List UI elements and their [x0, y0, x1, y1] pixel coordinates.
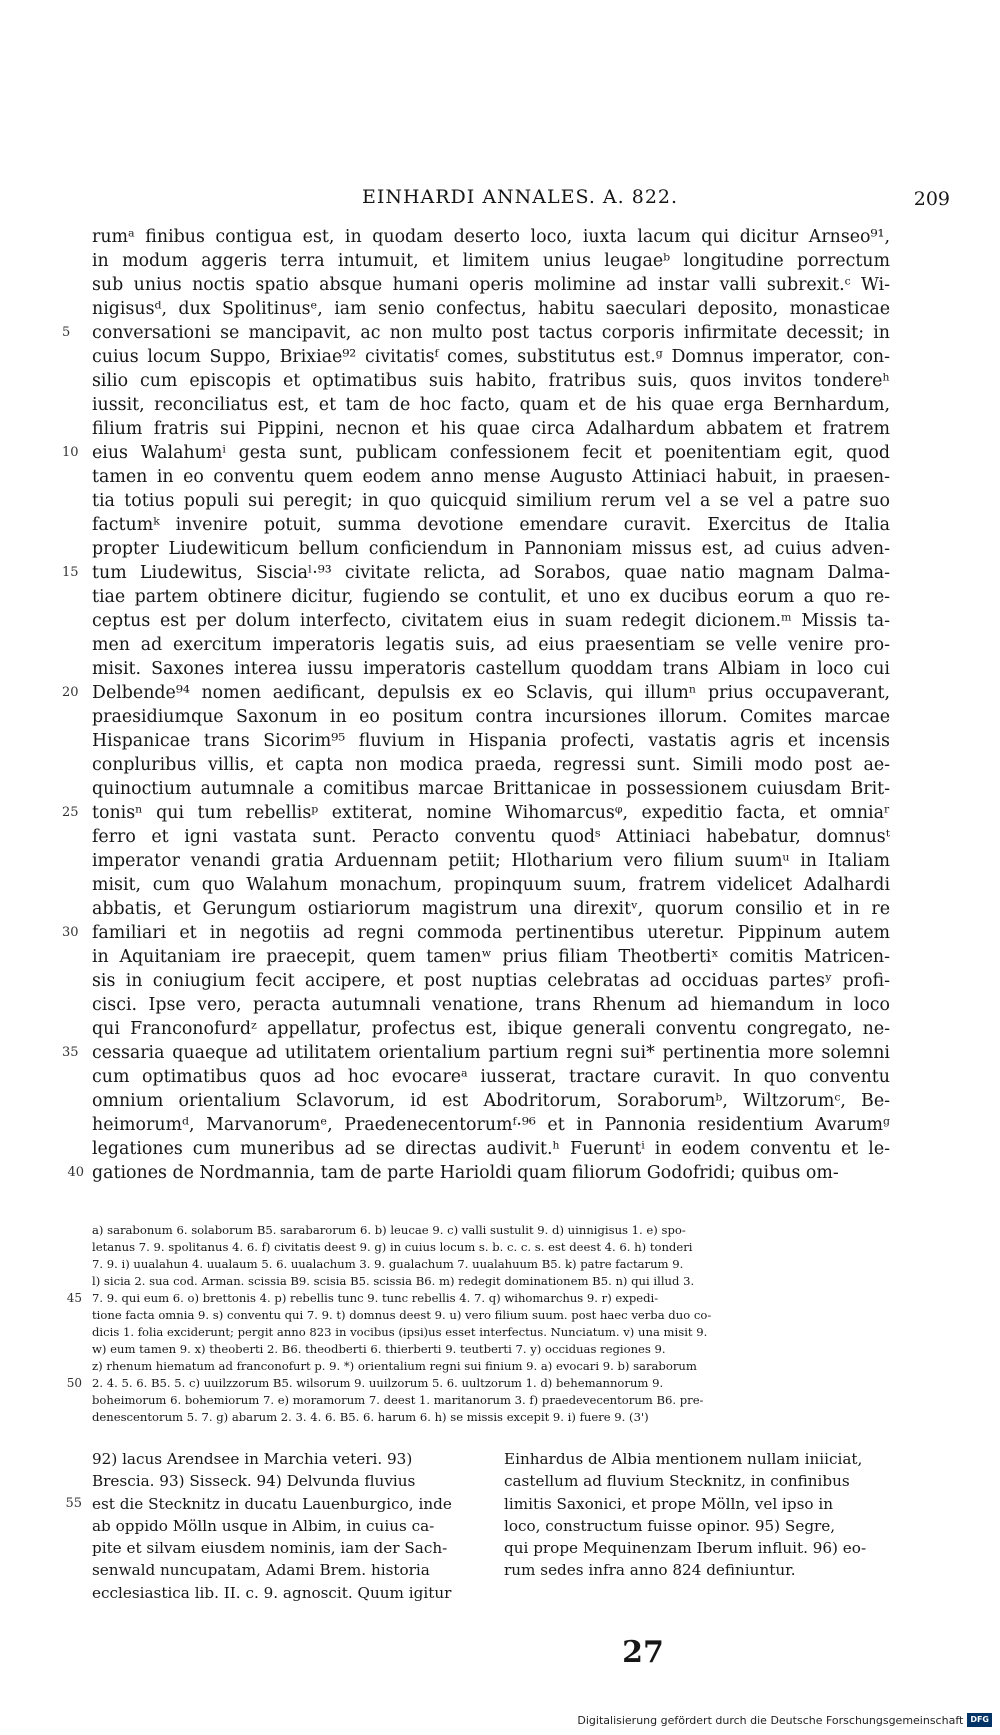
line-text: z) rhenum hiematum ad franconofurt p. 9. *) orientalium regni sui finium 9. a) evocari 9. b) saraborum [92, 1359, 697, 1373]
text-line [62, 441, 890, 465]
text-line [92, 969, 890, 993]
line-number: 50 [66, 1376, 82, 1390]
text-line [62, 321, 890, 345]
text-line [92, 1137, 890, 1161]
text-line [92, 777, 890, 801]
text-line [92, 873, 890, 897]
text-line [92, 897, 890, 921]
text-line [504, 1537, 890, 1559]
line-text: loco, constructum fuisse opinor. 95) Segre, [504, 1516, 836, 1535]
line-text: imperator venandi gratia Arduennam petiit; Hlotharium vero filium suumᵘ in Italiam [92, 851, 890, 871]
line-text: conpluribus villis, et capta non modica praeda, regressi sunt. Simili modo post ae- [92, 755, 890, 775]
line-text: Einhardus de Albia mentionem nullam iniiciat, [504, 1450, 863, 1468]
line-text: tiae partem obtinere dicitur, fugiendo se contulit, et uno ex ducibus eorum a quo re- [92, 587, 890, 607]
line-text: familiari et in negotiis ad regni commoda pertinentibus uteretur. Pippinum autem [92, 923, 890, 943]
line-text: Brescia. 93) Sisseck. 94) Delvunda fluvius [92, 1472, 416, 1491]
line-number: 40 [67, 1165, 84, 1180]
commentary-right-column [504, 1448, 890, 1582]
text-line [92, 537, 890, 561]
text-line [92, 225, 890, 249]
text-line [92, 513, 890, 537]
text-line [92, 609, 890, 633]
line-text: rum sedes infra anno 824 definiuntur. [504, 1561, 796, 1580]
text-line [92, 417, 890, 441]
line-text: rumᵃ finibus contigua est, in quodam deserto loco, iuxta lacum qui dicitur Arnseo⁹¹, [92, 227, 890, 247]
line-number: 15 [62, 565, 79, 580]
line-text: omnium orientalium Sclavorum, id est Abodritorum, Soraborumᵇ, Wiltzorumᶜ, Be- [92, 1091, 890, 1111]
text-line [65, 1493, 482, 1515]
text-line [92, 1341, 890, 1358]
text-line [62, 561, 890, 585]
text-line [92, 1515, 482, 1537]
text-line [92, 1470, 482, 1492]
line-text: boheimorum 6. bohemiorum 7. e) moramorum 7. deest 1. maritanorum 3. f) praedevecentorum B6. pre- [92, 1393, 704, 1407]
line-number: 25 [62, 805, 79, 820]
line-text: 7. 9. qui eum 6. o) brettonis 4. p) rebellis tunc 9. tunc rebellis 4. 7. q) wihomarchus 9. r) expedi- [92, 1291, 659, 1305]
line-text: sub unius noctis spatio absque humani operis molimine ad instar valli subrexit.ᶜ Wi- [92, 275, 890, 295]
text-line [66, 1290, 890, 1307]
text-line [92, 1324, 890, 1341]
text-line [504, 1470, 890, 1492]
line-text: cuius locum Suppo, Brixiae⁹² civitatisᶠ comes, substitutus est.ᵍ Domnus imperator, con- [92, 347, 890, 367]
text-line [504, 1448, 890, 1470]
text-line [92, 1065, 890, 1089]
text-line [92, 1256, 890, 1273]
line-text: tione facta omnia 9. s) conventu qui 7. 9. t) domnus deest 9. u) vero filium suum. post haec verba duo co- [92, 1308, 712, 1322]
line-text: gationes de Nordmannia, tam de parte Harioldi quam filiorum Godofridi; quibus om- [92, 1163, 839, 1183]
line-text: w) eum tamen 9. x) theoberti 2. B6. theodberti 6. thierberti 9. teutberti 7. y) occiduas regiones 9. [92, 1342, 666, 1356]
line-text: praesidiumque Saxonum in eo positum contra incursiones illorum. Comites marcae [92, 707, 890, 727]
line-text: sis in coniugium fecit accipere, et post nuptias celebratas ad occiduas partesʸ profi- [92, 971, 890, 991]
line-text: l) sicia 2. sua cod. Arman. scissia B9. scisia B5. scissia B6. m) redegit dominationem B5. n) qui illud 3. [92, 1274, 695, 1288]
line-text: factumᵏ invenire potuit, summa devotione emendare curavit. Exercitus de Italia [92, 515, 890, 535]
text-line [504, 1515, 890, 1537]
line-text: filium fratris sui Pippini, necnon et his quae circa Adalhardum abbatem et fratrem [92, 419, 890, 439]
line-text: legationes cum muneribus ad se directas audivit.ʰ Fueruntⁱ in eodem conventu et le- [92, 1139, 890, 1159]
line-text: dicis 1. folia exciderunt; pergit anno 823 in vocibus (ipsi)us esset interfectus. Nunciatum. v) una misit 9. [92, 1325, 708, 1339]
text-line [92, 1017, 890, 1041]
line-text: senwald nuncupatam, Adami Brem. historia [92, 1561, 430, 1580]
text-line [92, 1582, 482, 1604]
line-text: propter Liudewiticum bellum conficiendum in Pannoniam missus est, ad cuius adven- [92, 539, 890, 559]
digitization-footer [577, 1713, 992, 1727]
text-line [62, 801, 890, 825]
line-text: tonisⁿ qui tum rebellisᵖ extiterat, nomine Wihomarcusᵠ, expeditio facta, et omniaʳ [92, 803, 890, 823]
line-number: 55 [65, 1495, 82, 1511]
line-text: a) sarabonum 6. solaborum B5. sarabarorum 6. b) leucae 9. c) valli sustulit 9. d) uinnigisus 1. e) spo- [92, 1223, 686, 1237]
text-line [504, 1493, 890, 1515]
line-text: men ad exercitum imperatoris legatis suis, ad eius praesentiam se velle venire pro- [92, 635, 890, 655]
text-line [92, 705, 890, 729]
text-line [92, 1089, 890, 1113]
text-line [92, 249, 890, 273]
signature-mark: 27 [622, 1635, 664, 1670]
line-text: pite et silvam eiusdem nominis, iam der Sach- [92, 1539, 448, 1558]
text-line [92, 585, 890, 609]
line-number: 45 [66, 1291, 82, 1305]
text-line [92, 825, 890, 849]
text-line [66, 1375, 890, 1392]
text-line [92, 297, 890, 321]
line-text: tum Liudewitus, Sisciaˡ·⁹³ civitate relicta, ad Sorabos, quae natio magnam Dalma- [92, 563, 890, 583]
dfg-logo: DFG [967, 1713, 992, 1727]
line-text: ab oppido Mölln usque in Albim, in cuius ca- [92, 1516, 435, 1535]
main-text [62, 225, 890, 1185]
line-text: tamen in eo conventu quem eodem anno mense Augusto Attiniaci habuit, in praesen- [92, 467, 890, 487]
line-text: denescentorum 5. 7. g) abarum 2. 3. 4. 6. B5. 6. harum 6. h) se missis excepit 9. i) fuere 9. (3') [92, 1410, 649, 1424]
running-header [90, 186, 950, 212]
text-line [62, 921, 890, 945]
line-text: 7. 9. i) uualahun 4. uualaum 5. 6. uualachum 3. 9. gualachum 7. uualahuum B5. k) patre factarum 9. [92, 1257, 684, 1271]
footer-credit: Digitalisierung gefördert durch die Deutsche Forschungsgemeinschaft [577, 1713, 964, 1727]
line-text: Delbende⁹⁴ nomen aedificant, depulsis ex eo Sclavis, qui illumⁿ prius occupaverant, [92, 683, 890, 703]
line-text: eius Walahumⁱ gesta sunt, publicam confessionem fecit et poenitentiam egit, quod [92, 443, 890, 463]
critical-apparatus [66, 1222, 890, 1426]
line-text: nigisusᵈ, dux Spolitinusᵉ, iam senio confectus, habitu saeculari deposito, monasticae [92, 299, 890, 319]
commentary-left-column [65, 1448, 482, 1604]
text-line [92, 465, 890, 489]
line-text: heimorumᵈ, Marvanorumᵉ, Praedenecentorumᶠ·⁹⁶ et in Pannonia residentium Avarumᵍ [92, 1115, 890, 1135]
text-line [62, 1041, 890, 1065]
text-line [92, 273, 890, 297]
line-text: conversationi se mancipavit, ac non multo post tactus corporis infirmitate decessit; in [92, 323, 890, 343]
line-text: est die Stecknitz in ducatu Lauenburgico, inde [92, 1494, 452, 1513]
text-line [92, 393, 890, 417]
text-line [92, 1448, 482, 1470]
text-line [92, 345, 890, 369]
line-text: misit, cum quo Walahum monachum, propinquum suum, fratrem videlicet Adalhardi [92, 875, 890, 895]
line-text: cisci. Ipse vero, peracta autumnali venatione, trans Rhenum ad hiemandum in loco [92, 995, 890, 1015]
line-text: tia totius populi sui peregit; in quo quicquid similium rerum vel a se vel a patre suo [92, 491, 890, 511]
line-text: cum optimatibus quos ad hoc evocareᵃ iusserat, tractare curavit. In quo conventu [92, 1067, 890, 1087]
line-number: 35 [62, 1045, 79, 1060]
text-line [92, 945, 890, 969]
text-line [92, 1239, 890, 1256]
line-text: 2. 4. 5. 6. B5. 5. c) uuilzzorum B5. wilsorum 9. uuilzorum 5. 6. uultzorum 1. d) behemannorum 9. [92, 1376, 664, 1390]
text-line [92, 993, 890, 1017]
text-line [92, 1537, 482, 1559]
line-text: ferro et igni vastata sunt. Peracto conventu quodˢ Attiniaci habebatur, domnusᵗ [92, 827, 890, 847]
line-text: in modum aggeris terra intumuit, et limitem unius leugaeᵇ longitudine porrectum [92, 251, 890, 271]
line-text: qui prope Mequinenzam Iberum influit. 96) eo- [504, 1539, 867, 1558]
line-number: 20 [62, 685, 79, 700]
line-text: limitis Saxonici, et prope Mölln, vel ipso in [504, 1494, 834, 1513]
line-text: castellum ad fluvium Stecknitz, in confinibus [504, 1472, 850, 1491]
line-text: silio cum episcopis et optimatibus suis habito, fratribus suis, quos invitos tondereʰ [92, 371, 890, 391]
line-text: Hispanicae trans Sicorim⁹⁵ fluvium in Hispania profecti, vastatis agris et incensis [92, 731, 890, 751]
line-text: ecclesiastica lib. II. c. 9. agnoscit. Quum igitur [92, 1583, 452, 1602]
text-line [504, 1559, 890, 1581]
text-line [92, 1222, 890, 1239]
line-text: iussit, reconciliatus est, et tam de hoc facto, quam et de his quae erga Bernhardum, [92, 395, 890, 415]
line-number: 10 [62, 445, 79, 460]
header-title: EINHARDI ANNALES. A. 822. [361, 186, 679, 208]
text-line [92, 369, 890, 393]
line-text: qui Franconofurdᶻ appellatur, profectus est, ibique generali conventu congregato, ne- [92, 1019, 890, 1039]
line-number: 5 [62, 325, 71, 340]
line-text: ceptus est per dolum interfecto, civitatem eius in suam redegit dicionem.ᵐ Missis ta- [92, 611, 890, 631]
text-line [92, 849, 890, 873]
text-line [92, 1392, 890, 1409]
line-text: 92) lacus Arendsee in Marchia veteri. 93) [92, 1450, 413, 1468]
text-line [92, 633, 890, 657]
text-line [92, 1273, 890, 1290]
line-text: in Aquitaniam ire praecepit, quem tamenʷ prius filiam Theotbertiˣ comitis Matricen- [92, 947, 890, 967]
text-line [92, 729, 890, 753]
text-line [92, 1559, 482, 1581]
line-text: quinoctium autumnale a comitibus marcae Brittanicae in possessionem cuiusdam Brit- [92, 779, 890, 799]
text-line [92, 1113, 890, 1137]
line-text: cessaria quaeque ad utilitatem orientalium partium regni sui* pertinentia more solemni [92, 1043, 890, 1063]
line-text: abbatis, et Gerungum ostiariorum magistrum una direxitᵛ, quorum consilio et in re [92, 899, 890, 919]
line-number: 30 [62, 925, 79, 940]
text-line [92, 489, 890, 513]
line-text: misit. Saxones interea iussu imperatoris castellum quoddam trans Albiam in loco cui [92, 659, 890, 679]
text-line [92, 753, 890, 777]
text-line [62, 681, 890, 705]
page-number: 209 [913, 188, 950, 210]
text-line [92, 657, 890, 681]
text-line [92, 1358, 890, 1375]
text-line [92, 1307, 890, 1324]
line-text: letanus 7. 9. spolitanus 4. 6. f) civitatis deest 9. g) in cuius locum s. b. c. c. s. est deest 4. 6. h) tonderi [92, 1240, 693, 1254]
text-line [92, 1409, 890, 1426]
text-line [67, 1161, 890, 1185]
